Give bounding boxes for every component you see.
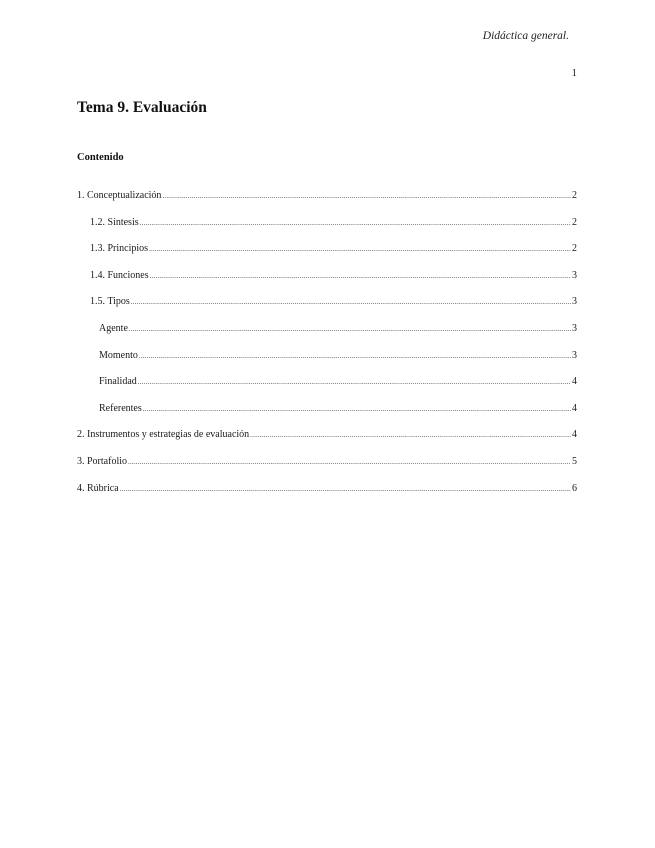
toc-entry-page: 2: [572, 216, 577, 228]
toc-link[interactable]: [90, 242, 577, 256]
toc-entry: [0, 349, 655, 376]
toc-link[interactable]: [77, 455, 577, 469]
toc-link[interactable]: [77, 428, 577, 442]
toc-entry-title: Referentes: [99, 402, 142, 414]
toc-link[interactable]: [77, 482, 577, 496]
toc-entry-title: 3. Portafolio: [77, 455, 127, 467]
toc-entry-page: 4: [572, 402, 577, 414]
toc-entry: [0, 242, 655, 269]
toc-leader-dots: [140, 216, 571, 230]
toc-entry: [0, 375, 655, 402]
toc-entry: [0, 269, 655, 296]
toc-leader-dots: [143, 402, 571, 416]
toc-leader-dots: [149, 242, 571, 256]
toc-heading: Contenido: [77, 152, 124, 163]
toc-link[interactable]: [90, 295, 577, 309]
toc-entry-title: 1.5. Tipos: [90, 296, 130, 308]
toc-leader-dots: [128, 455, 571, 469]
toc-link[interactable]: [99, 402, 577, 416]
toc-entry: [0, 402, 655, 429]
toc-leader-dots: [129, 322, 571, 336]
toc-leader-dots: [150, 269, 571, 283]
toc-entry-page: 3: [572, 296, 577, 308]
toc-entry: [0, 322, 655, 349]
toc-entry-page: 2: [572, 243, 577, 255]
toc-entry-title: Momento: [99, 349, 138, 361]
document-title: Tema 9. Evaluación: [77, 99, 207, 116]
toc-entry-title: 1.3. Principios: [90, 243, 149, 255]
toc-entry: [0, 189, 655, 216]
toc-leader-dots: [162, 189, 571, 203]
toc-leader-dots: [138, 375, 571, 389]
toc-entry-page: 3: [572, 269, 577, 281]
toc-leader-dots: [139, 349, 571, 363]
toc-entry-title: 4. Rúbrica: [77, 482, 119, 494]
toc-entry-page: 6: [572, 482, 577, 494]
toc-entry: [0, 216, 655, 243]
toc-link[interactable]: [90, 269, 577, 283]
toc-leader-dots: [131, 295, 571, 309]
toc-entry: [0, 428, 655, 455]
toc-entry-title: 1.4. Funciones: [90, 269, 149, 281]
toc-entry-page: 2: [572, 190, 577, 201]
toc-link[interactable]: [90, 216, 577, 230]
toc-entry: [0, 482, 655, 509]
toc-entry-page: 4: [572, 429, 577, 441]
toc-entry-title: 2. Instrumentos y estrategias de evaluación: [77, 429, 250, 441]
toc-entry-page: 4: [572, 376, 577, 388]
toc-entry-title: Agente: [99, 322, 128, 334]
toc-entry: [0, 455, 655, 482]
toc-link[interactable]: [99, 349, 577, 363]
toc-entry-page: 3: [572, 349, 577, 361]
toc-entry-title: 1.2. Síntesis: [90, 216, 139, 228]
toc-link[interactable]: [99, 375, 577, 389]
toc-leader-dots: [250, 428, 571, 442]
toc-entry-page: 3: [572, 322, 577, 334]
page-number: 1: [571, 67, 577, 79]
toc-link[interactable]: [99, 322, 577, 336]
toc-entry-title: 1. Conceptualización: [77, 190, 162, 201]
running-header: Didáctica general.: [482, 30, 569, 42]
toc-link[interactable]: [77, 189, 577, 203]
table-of-contents: [0, 189, 655, 508]
toc-entry-page: 5: [572, 455, 577, 467]
toc-entry: [0, 295, 655, 322]
toc-leader-dots: [120, 482, 571, 496]
toc-entry-title: Finalidad: [99, 376, 137, 388]
